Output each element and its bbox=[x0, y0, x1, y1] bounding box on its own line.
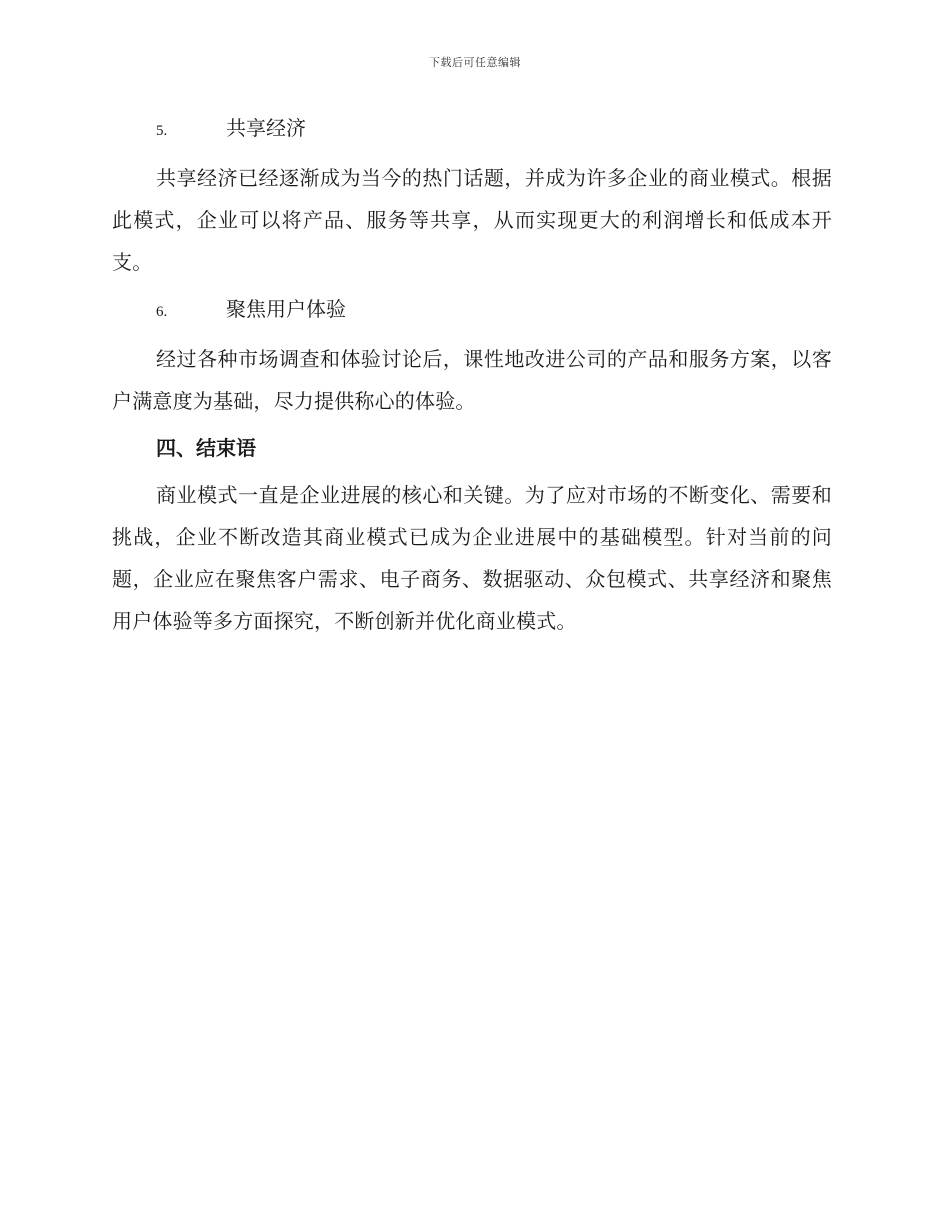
list-heading-5 bbox=[156, 108, 832, 151]
list-heading-6 bbox=[156, 289, 832, 332]
list-title: 共享经济 bbox=[226, 116, 306, 140]
list-number: 6. bbox=[156, 304, 168, 320]
page-header: 下载后可任意编辑 bbox=[429, 56, 521, 69]
list-title: 聚焦用户体验 bbox=[226, 297, 346, 321]
document-body bbox=[112, 108, 832, 648]
paragraph-user-experience: 经过各种市场调查和体验讨论后，课性地改进公司的产品和服务方案，以客户满意度为基础，尽力提供称心的体验。 bbox=[112, 347, 832, 413]
paragraph-conclusion: 商业模式一直是企业进展的核心和关键。为了应对市场的不断变化、需要和挑战，企业不断改造其商业模式已成为企业进展中的基础模型。针对当前的问题，企业应在聚焦客户需求、电子商务、数据驱动、众包模式、共享经济和聚焦用户体验等多方面探究，不断创新并优化商业模式。 bbox=[112, 483, 832, 633]
paragraph-sharing-economy: 共享经济已经逐渐成为当今的热门话题，并成为许多企业的商业模式。根据此模式，企业可以将产品、服务等共享，从而实现更大的利润增长和低成本开支。 bbox=[112, 166, 832, 274]
list-number: 5. bbox=[156, 123, 168, 139]
section-heading-conclusion: 四、结束语 bbox=[156, 436, 256, 460]
